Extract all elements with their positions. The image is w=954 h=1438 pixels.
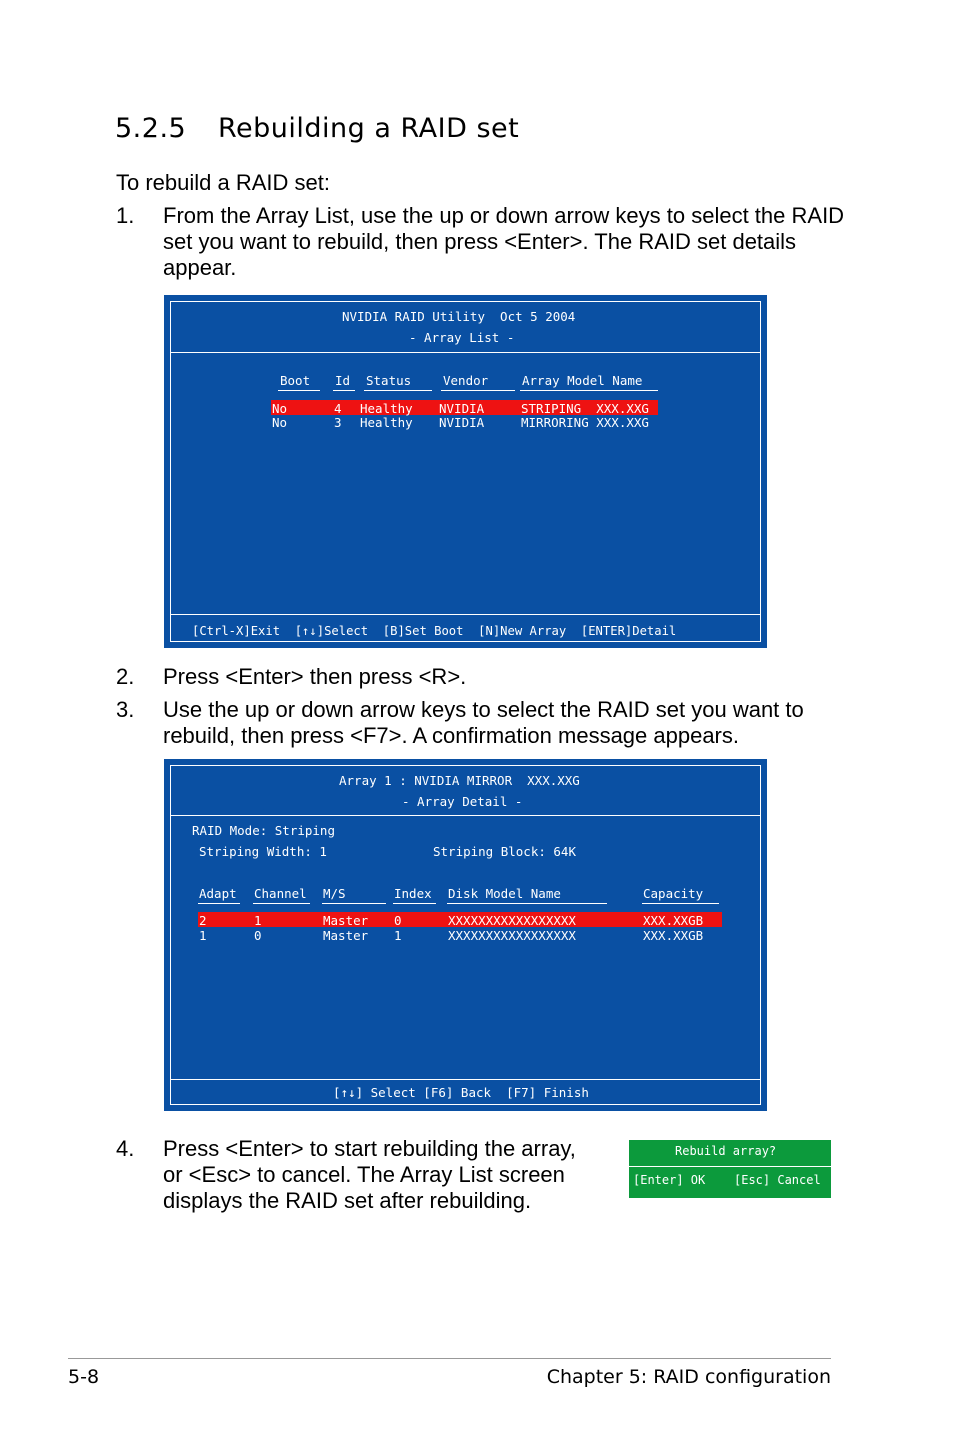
cell-adapt: 1 xyxy=(199,928,207,943)
cell-boot: No xyxy=(272,401,288,416)
cell-ms: Master xyxy=(323,913,369,928)
step-line: rebuild, then press <F7>. A confirmation message appears. xyxy=(163,723,739,748)
cell-model: XXXXXXXXXXXXXXXXX xyxy=(448,913,576,928)
step-number: 1. xyxy=(116,203,135,228)
step-text xyxy=(163,1136,576,1214)
cell-channel: 0 xyxy=(254,928,262,943)
chapter-title: Chapter 5: RAID configuration xyxy=(546,1366,831,1388)
section-heading xyxy=(115,113,519,144)
cell-model: MIRRORING XXX.XXG xyxy=(521,415,649,430)
col-header-status: Status xyxy=(366,373,412,388)
cell-boot: No xyxy=(272,415,288,430)
cancel-option[interactable]: [Esc] Cancel xyxy=(734,1173,821,1187)
section-number: 5.2.5 xyxy=(115,113,187,144)
col-header-channel: Channel xyxy=(254,886,307,901)
col-header-vendor: Vendor xyxy=(443,373,489,388)
rebuild-confirm-dialog xyxy=(629,1140,831,1198)
col-header-index: Index xyxy=(394,886,432,901)
col-header-boot: Boot xyxy=(280,373,311,388)
step-line: set you want to rebuild, then press <Enter>. The RAID set details xyxy=(163,229,797,254)
footer-divider xyxy=(68,1358,831,1359)
step-line: displays the RAID set after rebuilding. xyxy=(163,1188,532,1213)
section-title: Rebuilding a RAID set xyxy=(218,113,520,144)
step-line: Press <Enter> then press <R>. xyxy=(163,664,467,689)
cell-index: 0 xyxy=(394,913,402,928)
intro-text: To rebuild a RAID set: xyxy=(116,170,330,195)
step-number: 4. xyxy=(116,1136,135,1161)
col-header-ms: M/S xyxy=(323,886,346,901)
page-number: 5-8 xyxy=(68,1366,100,1388)
cell-status: Healthy xyxy=(360,415,413,430)
cell-id: 3 xyxy=(334,415,342,430)
striping-width: Striping Width: 1 xyxy=(199,844,327,859)
step-line: appear. xyxy=(163,255,237,280)
step-text xyxy=(163,664,466,690)
step-text xyxy=(163,697,804,749)
col-header-model: Disk Model Name xyxy=(448,886,561,901)
step-line: Press <Enter> to start rebuilding the array, xyxy=(163,1136,576,1161)
step-line: Use the up or down arrow keys to select the RAID set you want to xyxy=(163,697,804,722)
screen-title: Array 1 : NVIDIA MIRROR XXX.XXG xyxy=(339,773,580,788)
array-list-screen xyxy=(164,295,767,648)
ok-option[interactable]: [Enter] OK xyxy=(633,1173,706,1187)
array-detail-screen xyxy=(164,759,767,1111)
screen-subtitle: - Array Detail - xyxy=(402,794,523,809)
cell-ms: Master xyxy=(323,928,369,943)
col-header-adapt: Adapt xyxy=(199,886,237,901)
cell-id: 4 xyxy=(334,401,342,416)
step-text xyxy=(163,203,844,281)
col-header-model: Array Model Name xyxy=(522,373,643,388)
cell-index: 1 xyxy=(394,928,402,943)
step-line: or <Esc> to cancel. The Array List screen xyxy=(163,1162,565,1187)
screen-title: NVIDIA RAID Utility Oct 5 2004 xyxy=(342,309,576,324)
cell-channel: 1 xyxy=(254,913,262,928)
cell-adapt: 2 xyxy=(199,913,207,928)
step-line: From the Array List, use the up or down arrow keys to select the RAID xyxy=(163,203,845,228)
dialog-question: Rebuild array? xyxy=(675,1144,777,1158)
cell-status: Healthy xyxy=(360,401,413,416)
step-number: 2. xyxy=(116,664,135,689)
cell-model: XXXXXXXXXXXXXXXXX xyxy=(448,928,576,943)
col-header-capacity: Capacity xyxy=(643,886,704,901)
cell-capacity: XXX.XXGB xyxy=(643,913,704,928)
key-help-bar: [↑↓] Select [F6] Back [F7] Finish xyxy=(333,1085,589,1100)
step-number: 3. xyxy=(116,697,135,722)
cell-vendor: NVIDIA xyxy=(439,401,485,416)
screen-subtitle: - Array List - xyxy=(409,330,515,345)
cell-model: STRIPING XXX.XXG xyxy=(521,401,649,416)
cell-vendor: NVIDIA xyxy=(439,415,485,430)
col-header-id: Id xyxy=(335,373,351,388)
striping-block: Striping Block: 64K xyxy=(433,844,576,859)
cell-capacity: XXX.XXGB xyxy=(643,928,704,943)
raid-mode: RAID Mode: Striping xyxy=(192,823,335,838)
key-help-bar: [Ctrl-X]Exit [↑↓]Select [B]Set Boot [N]New Array [ENTER]Detail xyxy=(192,624,677,638)
